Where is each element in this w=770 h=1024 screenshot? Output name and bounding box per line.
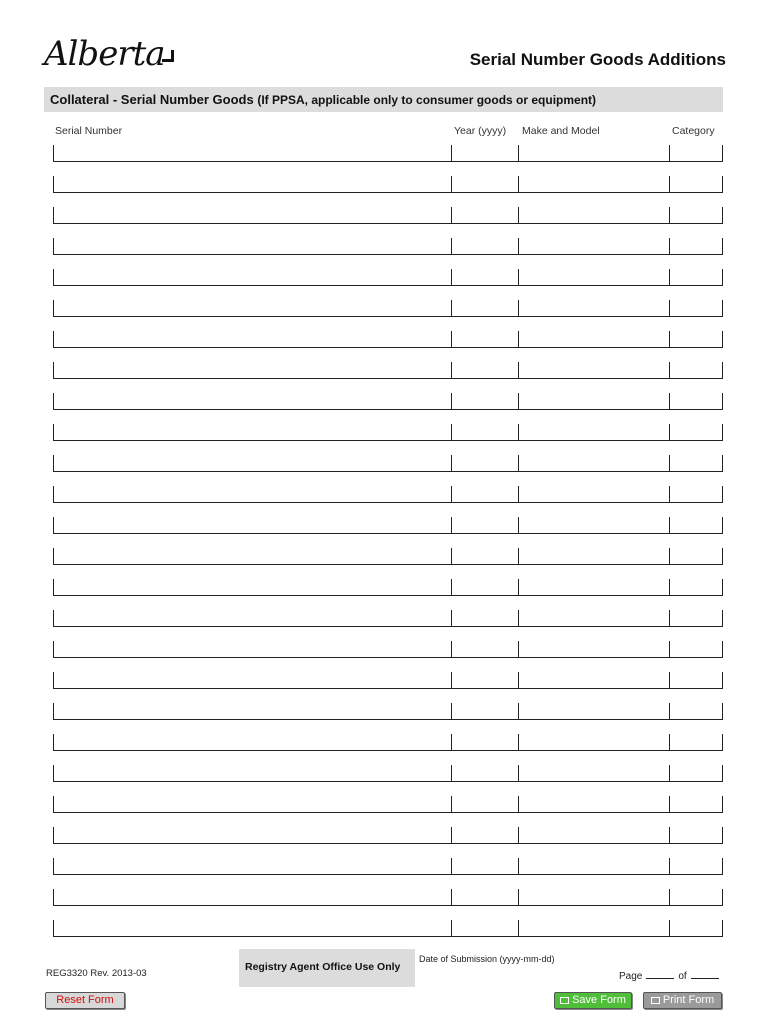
category-field[interactable] — [669, 300, 723, 317]
year-field[interactable] — [451, 424, 518, 441]
make-model-field[interactable] — [518, 827, 669, 844]
column-header-make-model: Make and Model — [522, 125, 600, 137]
category-field[interactable] — [669, 858, 723, 875]
serial-number-field[interactable] — [53, 796, 451, 813]
table-row — [53, 672, 724, 690]
category-field[interactable] — [669, 362, 723, 379]
category-field[interactable] — [669, 641, 723, 658]
save-form-label: Save Form — [572, 994, 626, 1006]
date-of-submission-label: Date of Submission (yyyy-mm-dd) — [419, 954, 555, 964]
table-row — [53, 362, 724, 380]
make-model-field[interactable] — [518, 362, 669, 379]
printer-icon — [651, 997, 660, 1004]
serial-number-field[interactable] — [53, 579, 451, 596]
make-model-field[interactable] — [518, 796, 669, 813]
year-field[interactable] — [451, 331, 518, 348]
category-field[interactable] — [669, 517, 723, 534]
serial-number-field[interactable] — [53, 145, 451, 162]
form-title: Serial Number Goods Additions — [469, 50, 726, 69]
category-field[interactable] — [669, 424, 723, 441]
serial-number-field[interactable] — [53, 300, 451, 317]
year-field[interactable] — [451, 889, 518, 906]
make-model-field[interactable] — [518, 889, 669, 906]
serial-number-field[interactable] — [53, 765, 451, 782]
make-model-field[interactable] — [518, 145, 669, 162]
column-header-year: Year (yyyy) — [454, 125, 507, 137]
page-label: Page — [619, 971, 643, 982]
table-row — [53, 796, 724, 814]
serial-number-field[interactable] — [53, 548, 451, 565]
table-row — [53, 920, 724, 938]
serial-number-field[interactable] — [53, 207, 451, 224]
serial-number-field[interactable] — [53, 424, 451, 441]
of-label: of — [678, 971, 687, 982]
make-model-field[interactable] — [518, 269, 669, 286]
category-field[interactable] — [669, 920, 723, 937]
year-field[interactable] — [451, 238, 518, 255]
make-model-field[interactable] — [518, 176, 669, 193]
category-field[interactable] — [669, 734, 723, 751]
serial-number-field[interactable] — [53, 920, 451, 937]
make-model-field[interactable] — [518, 238, 669, 255]
category-field[interactable] — [669, 579, 723, 596]
serial-number-field[interactable] — [53, 517, 451, 534]
column-header-serial-number: Serial Number — [55, 125, 123, 137]
year-field[interactable] — [451, 641, 518, 658]
serial-number-field[interactable] — [53, 703, 451, 720]
make-model-field[interactable] — [518, 455, 669, 472]
reset-form-label: Reset Form — [56, 994, 114, 1006]
table-row — [53, 517, 724, 535]
make-model-field[interactable] — [518, 486, 669, 503]
year-field[interactable] — [451, 269, 518, 286]
serial-number-field[interactable] — [53, 858, 451, 875]
year-field[interactable] — [451, 920, 518, 937]
year-field[interactable] — [451, 145, 518, 162]
serial-number-field[interactable] — [53, 486, 451, 503]
make-model-field[interactable] — [518, 579, 669, 596]
year-field[interactable] — [451, 579, 518, 596]
table-row — [53, 238, 724, 256]
category-field[interactable] — [669, 703, 723, 720]
table-row — [53, 176, 724, 194]
table-row — [53, 734, 724, 752]
reset-form-button[interactable] — [45, 992, 125, 1009]
year-field[interactable] — [451, 362, 518, 379]
serial-number-field[interactable] — [53, 827, 451, 844]
table-row — [53, 765, 724, 783]
category-field[interactable] — [669, 393, 723, 410]
year-field[interactable] — [451, 207, 518, 224]
serial-number-field[interactable] — [53, 269, 451, 286]
table-row — [53, 393, 724, 411]
page-number-field[interactable] — [646, 969, 674, 979]
category-field[interactable] — [669, 796, 723, 813]
category-field[interactable] — [669, 455, 723, 472]
category-field[interactable] — [669, 672, 723, 689]
table-row — [53, 455, 724, 473]
make-model-field[interactable] — [518, 610, 669, 627]
table-row — [53, 207, 724, 225]
print-form-button[interactable] — [643, 992, 722, 1009]
make-model-field[interactable] — [518, 858, 669, 875]
year-field[interactable] — [451, 827, 518, 844]
make-model-field[interactable] — [518, 548, 669, 565]
office-use-box — [239, 949, 415, 987]
table-row — [53, 424, 724, 442]
save-form-button[interactable] — [554, 992, 632, 1009]
section-subheading: (If PPSA, applicable only to consumer goods or equipment) — [257, 93, 597, 107]
make-model-field[interactable] — [518, 703, 669, 720]
table-row — [53, 889, 724, 907]
category-field[interactable] — [669, 207, 723, 224]
category-field[interactable] — [669, 238, 723, 255]
year-field[interactable] — [451, 703, 518, 720]
make-model-field[interactable] — [518, 641, 669, 658]
table-row — [53, 858, 724, 876]
table-row — [53, 331, 724, 349]
category-field[interactable] — [669, 827, 723, 844]
make-model-field[interactable] — [518, 331, 669, 348]
year-field[interactable] — [451, 455, 518, 472]
serial-number-field[interactable] — [53, 238, 451, 255]
year-field[interactable] — [451, 486, 518, 503]
serial-number-field[interactable] — [53, 393, 451, 410]
office-use-label: Registry Agent Office Use Only — [245, 961, 401, 973]
logo-wordmark: Alberta — [44, 34, 165, 74]
category-field[interactable] — [669, 548, 723, 565]
make-model-field[interactable] — [518, 393, 669, 410]
table-row — [53, 610, 724, 628]
table-row — [53, 827, 724, 845]
category-field[interactable] — [669, 610, 723, 627]
category-field[interactable] — [669, 176, 723, 193]
table-row — [53, 703, 724, 721]
serial-number-field[interactable] — [53, 610, 451, 627]
column-header-category: Category — [672, 125, 715, 137]
category-field[interactable] — [669, 269, 723, 286]
make-model-field[interactable] — [518, 920, 669, 937]
table-row — [53, 579, 724, 597]
category-field[interactable] — [669, 889, 723, 906]
section-heading: Collateral - Serial Number Goods — [50, 92, 254, 107]
make-model-field[interactable] — [518, 300, 669, 317]
year-field[interactable] — [451, 548, 518, 565]
table-row — [53, 548, 724, 566]
category-field[interactable] — [669, 145, 723, 162]
year-field[interactable] — [451, 672, 518, 689]
page-total-field[interactable] — [691, 969, 719, 979]
year-field[interactable] — [451, 858, 518, 875]
year-field[interactable] — [451, 176, 518, 193]
make-model-field[interactable] — [518, 765, 669, 782]
year-field[interactable] — [451, 393, 518, 410]
year-field[interactable] — [451, 765, 518, 782]
year-field[interactable] — [451, 734, 518, 751]
category-field[interactable] — [669, 331, 723, 348]
year-field[interactable] — [451, 610, 518, 627]
category-field[interactable] — [669, 486, 723, 503]
serial-number-field[interactable] — [53, 641, 451, 658]
year-field[interactable] — [451, 796, 518, 813]
year-field[interactable] — [451, 517, 518, 534]
print-form-label: Print Form — [662, 994, 715, 1006]
table-row — [53, 269, 724, 287]
year-field[interactable] — [451, 300, 518, 317]
serial-number-field[interactable] — [53, 734, 451, 751]
save-icon — [560, 997, 569, 1004]
serial-number-field[interactable] — [53, 889, 451, 906]
serial-number-field[interactable] — [53, 455, 451, 472]
make-model-field[interactable] — [518, 517, 669, 534]
make-model-field[interactable] — [518, 424, 669, 441]
form-id: REG3320 Rev. 2013-03 — [46, 968, 147, 979]
serial-number-field[interactable] — [53, 362, 451, 379]
page-counter — [619, 969, 723, 982]
category-field[interactable] — [669, 765, 723, 782]
serial-number-field[interactable] — [53, 672, 451, 689]
table-row — [53, 145, 724, 163]
make-model-field[interactable] — [518, 734, 669, 751]
table-row — [53, 486, 724, 504]
make-model-field[interactable] — [518, 207, 669, 224]
serial-number-field[interactable] — [53, 331, 451, 348]
make-model-field[interactable] — [518, 672, 669, 689]
table-row — [53, 300, 724, 318]
serial-number-field[interactable] — [53, 176, 451, 193]
table-row — [53, 641, 724, 659]
